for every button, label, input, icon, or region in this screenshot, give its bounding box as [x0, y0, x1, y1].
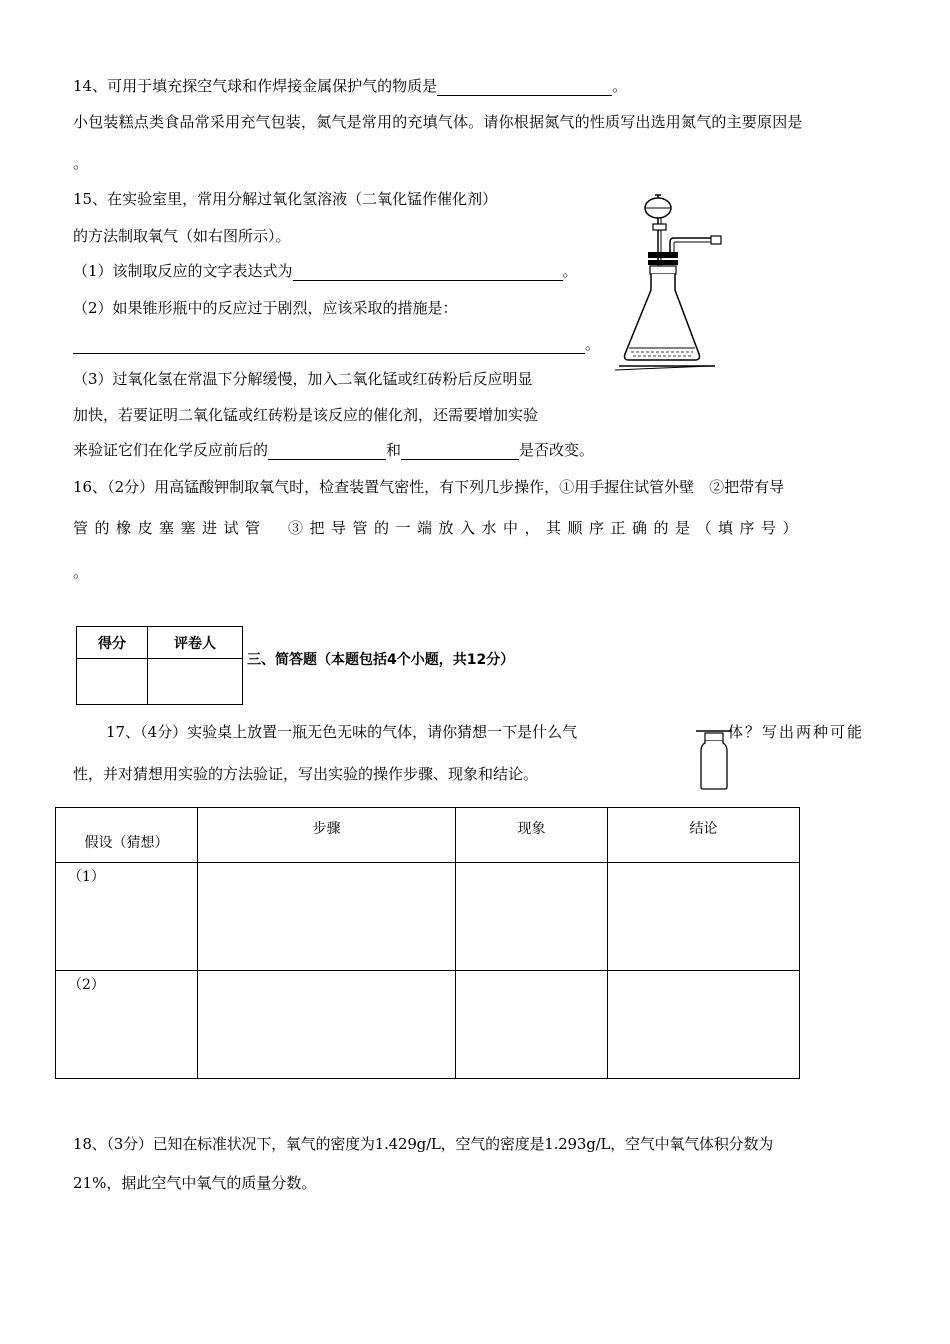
q14-line2: 小包装糕点类食品常采用充气包装，氮气是常用的充填气体。请你根据氮气的性质写出选用氮气的主要原因是 — [73, 113, 803, 131]
header-steps: 步骤 — [198, 808, 456, 863]
row-1-hypothesis[interactable]: （1） — [56, 863, 198, 971]
row-2-phenomenon[interactable] — [456, 971, 608, 1079]
row-1-steps[interactable] — [198, 863, 456, 971]
q17-line2: 性，并对猜想用实验的方法验证，写出实验的操作步骤、现象和结论。 — [73, 765, 539, 783]
q15-part3-line1: （3）过氧化氢在常温下分解缓慢，加入二氧化锰或红砖粉后反应明显 — [73, 370, 533, 388]
q16-line1: 16、（2分）用高锰酸钾制取氧气时，检查装置气密性，有下列几步操作，①用手握住试管外壁 ②把带有导 — [73, 478, 785, 496]
row-1-conclusion[interactable] — [608, 863, 800, 971]
section3-title: 三、简答题（本题包括4个小题，共12分） — [247, 652, 515, 668]
q14-line3: 。 — [73, 154, 89, 172]
grader-label: 评卷人 — [148, 627, 243, 659]
q15-part1-suffix: 。 — [562, 262, 578, 280]
q14-text: 14、可用于填充探空气球和作焊接金属保护气的物质是 — [73, 77, 438, 95]
q14-answer-blank[interactable] — [437, 79, 612, 96]
q15-part1-blank[interactable] — [293, 264, 563, 281]
q17-line1-a: 17、（4分）实验桌上放置一瓶无色无味的气体，请你猜想一下是什么气 — [106, 723, 578, 741]
q15-part2: （2）如果锥形瓶中的反应过于剧烈，应该采取的措施是： — [73, 299, 458, 317]
header-phenomenon: 现象 — [456, 808, 608, 863]
header-hypothesis: 假设（猜想） — [56, 808, 198, 863]
row-2-hypothesis[interactable]: （2） — [56, 971, 198, 1079]
q18-line2: 21%，据此空气中氧气的质量分数。 — [73, 1174, 317, 1192]
q15-part3-text-b: 和 — [386, 441, 402, 459]
q15-part2-answer — [73, 334, 600, 354]
flask-apparatus-figure — [615, 190, 725, 375]
q14-suffix: 。 — [612, 77, 628, 95]
grader-cell[interactable] — [148, 659, 243, 705]
q15-part3-text-a: 来验证它们在化学反应前后的 — [73, 441, 269, 459]
q15-part2-suffix: 。 — [585, 335, 601, 353]
q16-line3: 。 — [73, 563, 89, 581]
hypothesis-table — [55, 807, 800, 1079]
q15-part2-blank[interactable] — [73, 337, 585, 354]
score-label: 得分 — [77, 627, 148, 659]
q15-part3-blank2[interactable] — [401, 443, 519, 460]
q16-line2: 管的橡皮塞塞进试管 ③把导管的一端放入水中，其顺序正确的是（填序号） — [73, 519, 805, 537]
q15-part3-blank1[interactable] — [268, 443, 386, 460]
header-conclusion: 结论 — [608, 808, 800, 863]
row-1-phenomenon[interactable] — [456, 863, 608, 971]
table-row — [56, 863, 800, 971]
q15-part3-line2: 加快，若要证明二氧化锰或红砖粉是该反应的催化剂，还需要增加实验 — [73, 406, 539, 424]
q15-line2: 的方法制取氧气（如右图所示）。 — [73, 227, 291, 245]
q14-line1 — [73, 76, 627, 96]
score-cell[interactable] — [77, 659, 148, 705]
row-2-steps[interactable] — [198, 971, 456, 1079]
q15-part1-text: （1）该制取反应的文字表达式为 — [73, 262, 293, 280]
row-2-conclusion[interactable] — [608, 971, 800, 1079]
q15-part3-line3 — [73, 440, 594, 460]
q18-line1: 18、（3分）已知在标准状况下，氧气的密度为1.429g/L，空气的密度是1.293g/L，空气中氧气体积分数为 — [73, 1135, 774, 1153]
gas-bottle-icon — [696, 729, 732, 791]
score-box — [76, 626, 243, 705]
q15-part1 — [73, 261, 578, 281]
q15-line1: 15、在实验室里，常用分解过氧化氢溶液（二氧化锰作催化剂） — [73, 190, 498, 208]
table-row — [56, 971, 800, 1079]
q17-line1-b: 体？写出两种可能 — [728, 723, 865, 741]
q15-part3-text-c: 是否改变。 — [519, 441, 595, 459]
